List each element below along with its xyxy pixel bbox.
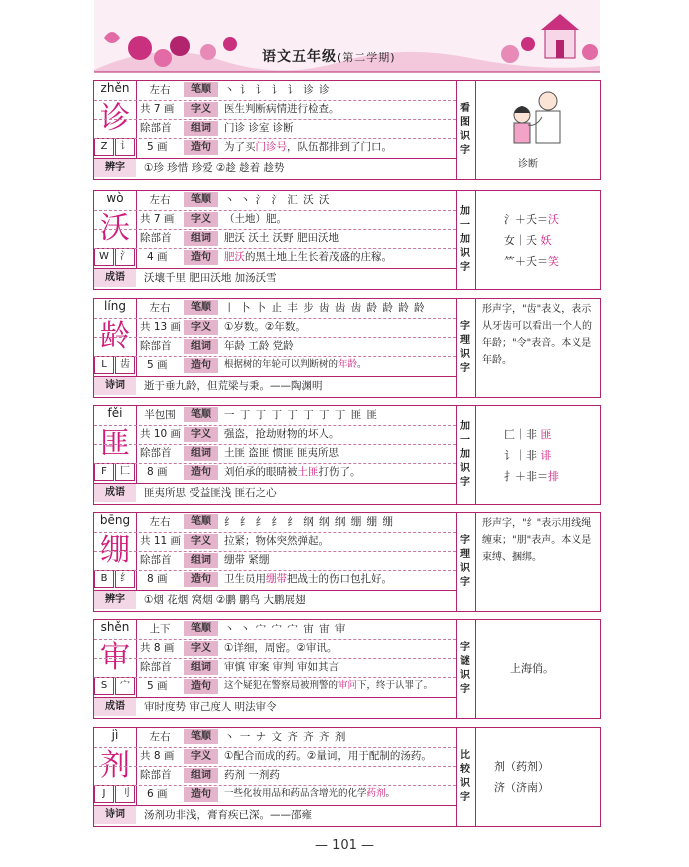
radical: 匚 xyxy=(115,463,135,481)
character-card xyxy=(93,298,601,398)
footer-text: ①珍 珍惜 珍爱 ②趁 趁着 趁势 xyxy=(144,162,285,174)
words: 土匪 盗匪 惯匪 匪夷所思 xyxy=(224,447,340,459)
side-label-char: 理 xyxy=(460,335,470,346)
side-label-char: 字 xyxy=(460,642,470,653)
structure: 上下 xyxy=(149,623,171,635)
side-label-char: 识 xyxy=(460,349,470,360)
stroke-count: 共 11 画 xyxy=(140,535,182,547)
sentence-label: 造句 xyxy=(184,787,218,802)
structure: 左右 xyxy=(149,84,171,96)
side-label-char: 理 xyxy=(460,549,470,560)
character-card xyxy=(93,619,601,719)
side-label-char: 一 xyxy=(460,435,470,446)
side-label-char: 字 xyxy=(460,535,470,546)
stroke-order: 纟 纟 纟 纟 纟 纲 纲 纲 绷 绷 绷 xyxy=(224,516,394,528)
stroke-order-label: 笔顺 xyxy=(184,407,218,422)
side-label-char: 识 xyxy=(460,778,470,789)
sentence-label: 造句 xyxy=(184,465,218,480)
side-label-char: 加 xyxy=(460,206,470,217)
footer-text: 审时度势 审己度人 明法审令 xyxy=(144,701,277,713)
radical-stroke-count: 6 画 xyxy=(147,788,168,800)
stroke-order: 丶 丶 宀 宀 宀 宙 宙 审 xyxy=(224,623,347,635)
stroke-order-label: 笔顺 xyxy=(184,729,218,744)
meaning: （土地）肥。 xyxy=(224,213,287,225)
character-card xyxy=(93,190,601,290)
character: 沃 xyxy=(94,210,137,247)
words-label: 组词 xyxy=(184,446,218,461)
meaning-label: 字义 xyxy=(184,212,218,227)
structure: 左右 xyxy=(149,731,171,743)
radical: 宀 xyxy=(115,677,135,695)
words: 药剂 一剂药 xyxy=(224,769,280,781)
meaning-label: 字义 xyxy=(184,641,218,656)
pinyin: wò xyxy=(106,191,124,205)
stroke-order: 丶 一 ナ 文 齐 齐 齐 剂 xyxy=(224,731,347,743)
words: 门诊 诊室 诊断 xyxy=(224,122,294,134)
meaning: 强盗，抢劫财物的坏人。 xyxy=(224,428,340,440)
stroke-order: 丨 卜 卜 止 丰 步 齿 齿 齿 龄 龄 龄 龄 xyxy=(224,302,426,314)
footer-text: 逝于垂九龄，但荒梁与秉。——陶渊明 xyxy=(144,380,323,392)
footer-label: 辨字 xyxy=(94,591,136,609)
radical-stroke-count: 8 画 xyxy=(147,466,168,478)
words-label: 组词 xyxy=(184,121,218,136)
stroke-order: 丶 丶 氵 氵 汇 沃 沃 xyxy=(224,194,331,206)
side-label-char: 加 xyxy=(460,234,470,245)
side-label-char: 较 xyxy=(460,764,470,775)
explanation-text: 形声字，"齿"表义，表示从牙齿可以看出一个人的年龄；"令"表音。本义是年龄。 xyxy=(482,304,592,366)
side-line: 济（济南） xyxy=(494,781,549,794)
side-content xyxy=(476,728,600,826)
meaning: ①配合而成的药。②量词，用于配制的汤药。 xyxy=(224,750,432,762)
stroke-order-label: 笔顺 xyxy=(184,300,218,315)
radical-label: 除部首 xyxy=(140,554,172,566)
example-sentence: 为了买门诊号，队伍都排到了门口。 xyxy=(224,141,392,153)
radical-stroke-count: 8 画 xyxy=(147,573,168,585)
stroke-count: 共 13 画 xyxy=(140,321,182,333)
side-line: 匚｜非 匪 xyxy=(504,428,552,441)
stroke-order: 一 丁 丁 丁 丁 丁 丁 丁 匪 匪 xyxy=(224,409,379,421)
stroke-count: 共 7 画 xyxy=(140,103,175,115)
radical-label: 除部首 xyxy=(140,447,172,459)
stroke-order-label: 笔顺 xyxy=(184,82,218,97)
index-letter: Z xyxy=(94,138,114,156)
footer-text: 沃壤千里 肥田沃地 加汤沃雪 xyxy=(144,272,277,284)
side-label-char: 字 xyxy=(460,321,470,332)
structure: 左右 xyxy=(149,302,171,314)
meaning-label: 字义 xyxy=(184,102,218,117)
stroke-order-label: 笔顺 xyxy=(184,514,218,529)
sentence-label: 造句 xyxy=(184,358,218,373)
character-card xyxy=(93,512,601,612)
words-label: 组词 xyxy=(184,339,218,354)
stroke-count: 共 10 画 xyxy=(140,428,182,440)
pinyin: líng xyxy=(104,299,126,313)
example-sentence: 肥沃的黑土地上生长着茂盛的庄稼。 xyxy=(224,251,392,263)
character: 匪 xyxy=(94,425,137,462)
side-label-char: 字 xyxy=(460,262,470,273)
side-label-char: 字 xyxy=(460,477,470,488)
side-label-char: 识 xyxy=(460,670,470,681)
words: 审慎 审案 审判 审如其言 xyxy=(224,661,340,673)
index-letter: F xyxy=(94,463,114,481)
riddle-text: 上海俏。 xyxy=(510,662,554,675)
sentence-label: 造句 xyxy=(184,572,218,587)
meaning: 医生判断病情进行检查。 xyxy=(224,103,340,115)
character: 龄 xyxy=(94,318,137,355)
words-label: 组词 xyxy=(184,553,218,568)
page-number: — 101 — xyxy=(314,838,375,853)
character-card xyxy=(93,405,601,505)
side-line: 讠｜非 诽 xyxy=(504,449,552,462)
index-letter: J xyxy=(94,785,114,803)
side-content xyxy=(476,299,600,397)
side-line: 氵＋夭＝沃 xyxy=(504,213,559,226)
index-letter: L xyxy=(94,356,114,374)
radical: 讠 xyxy=(115,138,135,156)
side-label-char: 识 xyxy=(460,131,470,142)
stroke-count: 共 8 画 xyxy=(140,642,175,654)
character: 诊 xyxy=(94,100,137,137)
words-label: 组词 xyxy=(184,768,218,783)
page-header xyxy=(0,0,689,80)
words: 年龄 工龄 党龄 xyxy=(224,340,294,352)
index-letter: S xyxy=(94,677,114,695)
meaning-label: 字义 xyxy=(184,749,218,764)
side-line: ⺮＋夭＝笑 xyxy=(504,255,559,268)
example-sentence: 一些化妆用品和药品含增光的化学药剂。 xyxy=(224,788,396,799)
pinyin: shěn xyxy=(100,620,130,634)
meaning: 拉紧；物体突然弹起。 xyxy=(224,535,329,547)
stroke-count: 共 7 画 xyxy=(140,213,175,225)
side-label-char: 字 xyxy=(460,684,470,695)
radical-label: 除部首 xyxy=(140,340,172,352)
sentence-label: 造句 xyxy=(184,140,218,155)
meaning-label: 字义 xyxy=(184,427,218,442)
side-label-char: 识 xyxy=(460,463,470,474)
radical-stroke-count: 5 画 xyxy=(147,359,168,371)
example-sentence: 这个疑犯在警察局被刑警的审问下，终于认罪了。 xyxy=(224,680,434,691)
words: 绷带 紧绷 xyxy=(224,554,270,566)
stroke-count: 共 8 画 xyxy=(140,750,175,762)
meaning-label: 字义 xyxy=(184,534,218,549)
radical-label: 除部首 xyxy=(140,661,172,673)
side-content xyxy=(476,406,600,504)
radical-label: 除部首 xyxy=(140,122,172,134)
header-decoration xyxy=(0,0,689,80)
words-label: 组词 xyxy=(184,231,218,246)
side-line: 女｜夭 妖 xyxy=(504,234,552,247)
stroke-order: 丶 讠 讠 讠 讠 诊 诊 xyxy=(224,84,331,96)
radical: 氵 xyxy=(115,248,135,266)
words-label: 组词 xyxy=(184,660,218,675)
side-content xyxy=(476,81,600,179)
radical-stroke-count: 4 画 xyxy=(147,251,168,263)
side-line: 剂（药剂） xyxy=(494,760,549,773)
side-label-char: 看 xyxy=(460,103,470,114)
doctor-illustration xyxy=(502,87,572,151)
character: 审 xyxy=(94,639,137,676)
structure: 半包围 xyxy=(144,409,176,421)
radical: 刂 xyxy=(115,785,135,803)
words: 肥沃 沃土 沃野 肥田沃地 xyxy=(224,232,340,244)
structure: 左右 xyxy=(149,194,171,206)
sentence-label: 造句 xyxy=(184,679,218,694)
image-caption: 诊断 xyxy=(518,159,538,170)
footer-label: 成语 xyxy=(94,269,136,287)
index-letter: W xyxy=(94,248,114,266)
character: 绷 xyxy=(94,532,137,569)
radical: 纟 xyxy=(115,570,135,588)
structure: 左右 xyxy=(149,516,171,528)
explanation-text: 形声字，"纟"表示用线绳缠束；"朋"表声。本义是束缚、捆绑。 xyxy=(482,518,592,563)
footer-text: 匪夷所思 受益匪浅 匪石之心 xyxy=(144,487,277,499)
side-content xyxy=(476,513,600,611)
meaning-label: 字义 xyxy=(184,320,218,335)
side-label-char: 一 xyxy=(460,220,470,231)
radical-stroke-count: 5 画 xyxy=(147,141,168,153)
side-label-char: 字 xyxy=(460,577,470,588)
footer-text: ①烟 花烟 窝烟 ②鹏 鹏鸟 大鹏展翅 xyxy=(144,594,306,606)
index-letter: B xyxy=(94,570,114,588)
header-title: 语文五年级(第二学期) xyxy=(262,49,396,65)
side-label-char: 谜 xyxy=(460,656,470,667)
side-label-char: 加 xyxy=(460,449,470,460)
side-label-char: 识 xyxy=(460,563,470,574)
example-sentence: 刘伯承的眼睛被土匪打伤了。 xyxy=(224,466,361,478)
radical-label: 除部首 xyxy=(140,769,172,781)
pinyin: bēng xyxy=(99,513,131,527)
character-card xyxy=(93,80,601,180)
character: 剂 xyxy=(94,747,137,784)
footer-label: 诗词 xyxy=(94,377,136,395)
example-sentence: 根据树的年轮可以判断树的年龄。 xyxy=(224,359,367,370)
side-label-char: 加 xyxy=(460,421,470,432)
sentence-label: 造句 xyxy=(184,250,218,265)
side-label-char: 比 xyxy=(460,750,470,761)
side-content xyxy=(476,191,600,289)
character-card xyxy=(93,727,601,827)
pinyin: fěi xyxy=(107,406,123,420)
radical-label: 除部首 xyxy=(140,232,172,244)
footer-label: 成语 xyxy=(94,698,136,716)
side-label-char: 字 xyxy=(460,792,470,803)
stroke-order-label: 笔顺 xyxy=(184,192,218,207)
footer-label: 成语 xyxy=(94,484,136,502)
side-label-char: 识 xyxy=(460,248,470,259)
radical: 齿 xyxy=(115,356,135,374)
side-line: 扌＋非＝排 xyxy=(504,470,559,483)
stroke-order-label: 笔顺 xyxy=(184,621,218,636)
side-label-char: 字 xyxy=(460,145,470,156)
example-sentence: 卫生员用绷带把战士的伤口包扎好。 xyxy=(224,573,392,585)
pinyin: jì xyxy=(111,728,119,742)
meaning: ①岁数。②年数。 xyxy=(224,321,306,333)
side-label-char: 字 xyxy=(460,363,470,374)
side-label-char: 图 xyxy=(460,117,470,128)
footer-label: 诗词 xyxy=(94,806,136,824)
footer-text: 汤剂功非浅，膏育疾已深。——邵雍 xyxy=(144,809,312,821)
meaning: ①详细，周密。②审讯。 xyxy=(224,642,338,654)
footer-label: 辨字 xyxy=(94,159,136,177)
radical-stroke-count: 5 画 xyxy=(147,680,168,692)
side-content xyxy=(476,620,600,718)
pinyin: zhěn xyxy=(100,81,130,95)
